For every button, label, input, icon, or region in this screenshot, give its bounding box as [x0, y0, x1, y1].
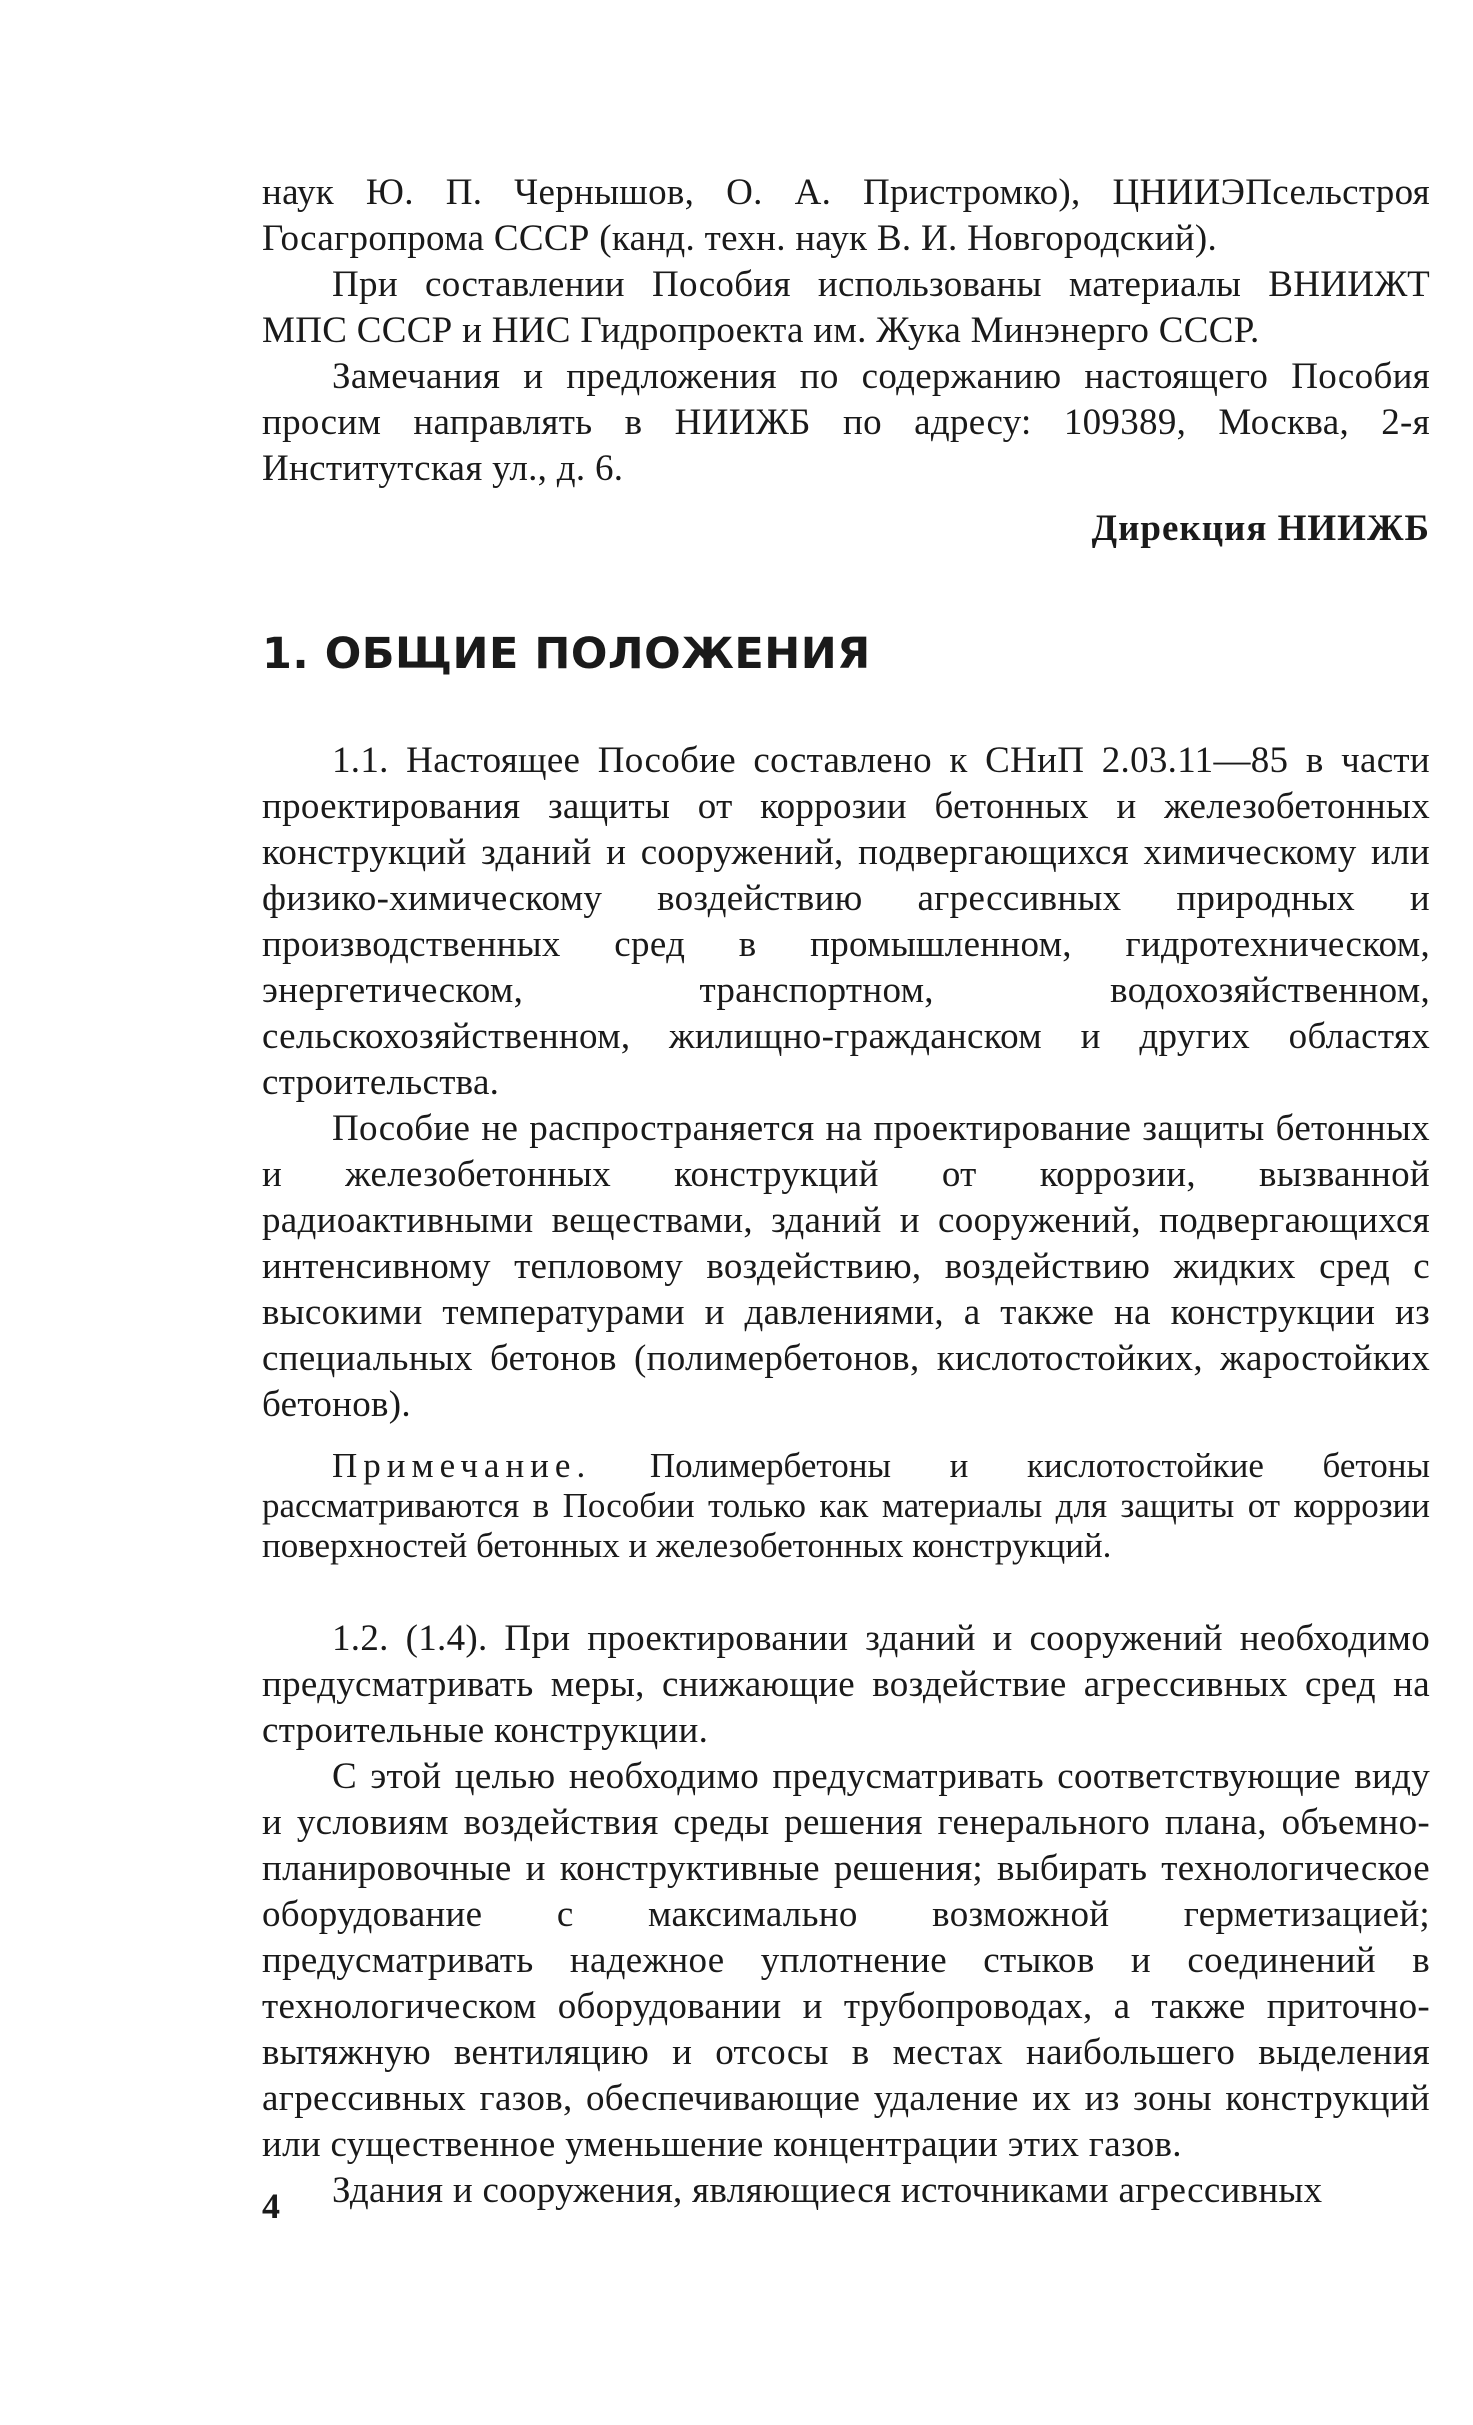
paragraph-scope-exclusion: Пособие не распространяется на проектирование защиты бетонных и железобетонных конструкций от коррозии, вызванной радиоактивными веществами, зданий и сооружений, подвергающихся интенсивному тепловому воздействию, воздействию жидких сред с высокими температурами и давлениями, а также на конструкции из специальных бетонов (полимербетонов, кислотостойких, жаростойких бетонов).	[262, 1108, 1430, 1425]
note	[262, 1446, 1430, 1566]
page-number: 4	[262, 2186, 280, 2226]
note-label: Примечание.	[332, 1446, 592, 1485]
paragraph-remarks: Замечания и предложения по содержанию настоящего Пособия просим направлять в НИИЖБ по адресу: 109389, Москва, 2-я Институтская ул., д. 6.	[262, 356, 1430, 489]
paragraph-1-2: 1.2. (1.4). При проектировании зданий и сооружений необходимо предусматривать меры, снижающие воздействие агрессивных сред на строительные конструкции.	[262, 1618, 1430, 1751]
signature: Дирекция НИИЖБ	[1091, 508, 1430, 549]
document-page	[262, 170, 1430, 2214]
paragraph-measures: С этой целью необходимо предусматривать соответствующие виду и условиям воздействия среды решения генерального плана, объемно-планировочные и конструктивные решения; выбирать технологическое оборудование с максимально возможной герметизацией; предусматривать надежное уплотнение стыков и соединений в технологическом оборудовании и трубопроводах, а также приточно-вытяжную вентиляцию и отсосы в местах наибольшего выделения агрессивных газов, обеспечивающие удаление их из зоны конструкций или существенное уменьшение концентрации этих газов.	[262, 1756, 1430, 2165]
paragraph-1-1: 1.1. Настоящее Пособие составлено к СНиП 2.03.11—85 в части проектирования защиты от коррозии бетонных и железобетонных конструкций зданий и сооружений, подвергающихся химическому или физико-химическому воздействию агрессивных природных и производственных сред в промышленном, гидротехническом, энергетическом, транспортном, водохозяйственном, сельскохозяйственном, жилищно-гражданском и других областях строительства.	[262, 740, 1430, 1103]
note-text: Полимербетоны и кислотостойкие бетоны рассматриваются в Пособии только как материалы для защиты от коррозии поверхностей бетонных и железобетонных конструкций.	[262, 1446, 1430, 1565]
paragraph-sources: Здания и сооружения, являющиеся источниками агрессивных	[332, 2170, 1323, 2211]
paragraph-continuation: наук Ю. П. Чернышов, О. А. Пристромко), ЦНИИЭПсельстроя Госагропрома СССР (канд. техн. наук В. И. Новгородский).	[262, 172, 1430, 259]
section-heading: 1. ОБЩИЕ ПОЛОЖЕНИЯ	[262, 629, 871, 679]
paragraph-materials: При составлении Пособия использованы материалы ВНИИЖТ МПС СССР и НИС Гидропроекта им. Жука Минэнерго СССР.	[262, 264, 1430, 351]
